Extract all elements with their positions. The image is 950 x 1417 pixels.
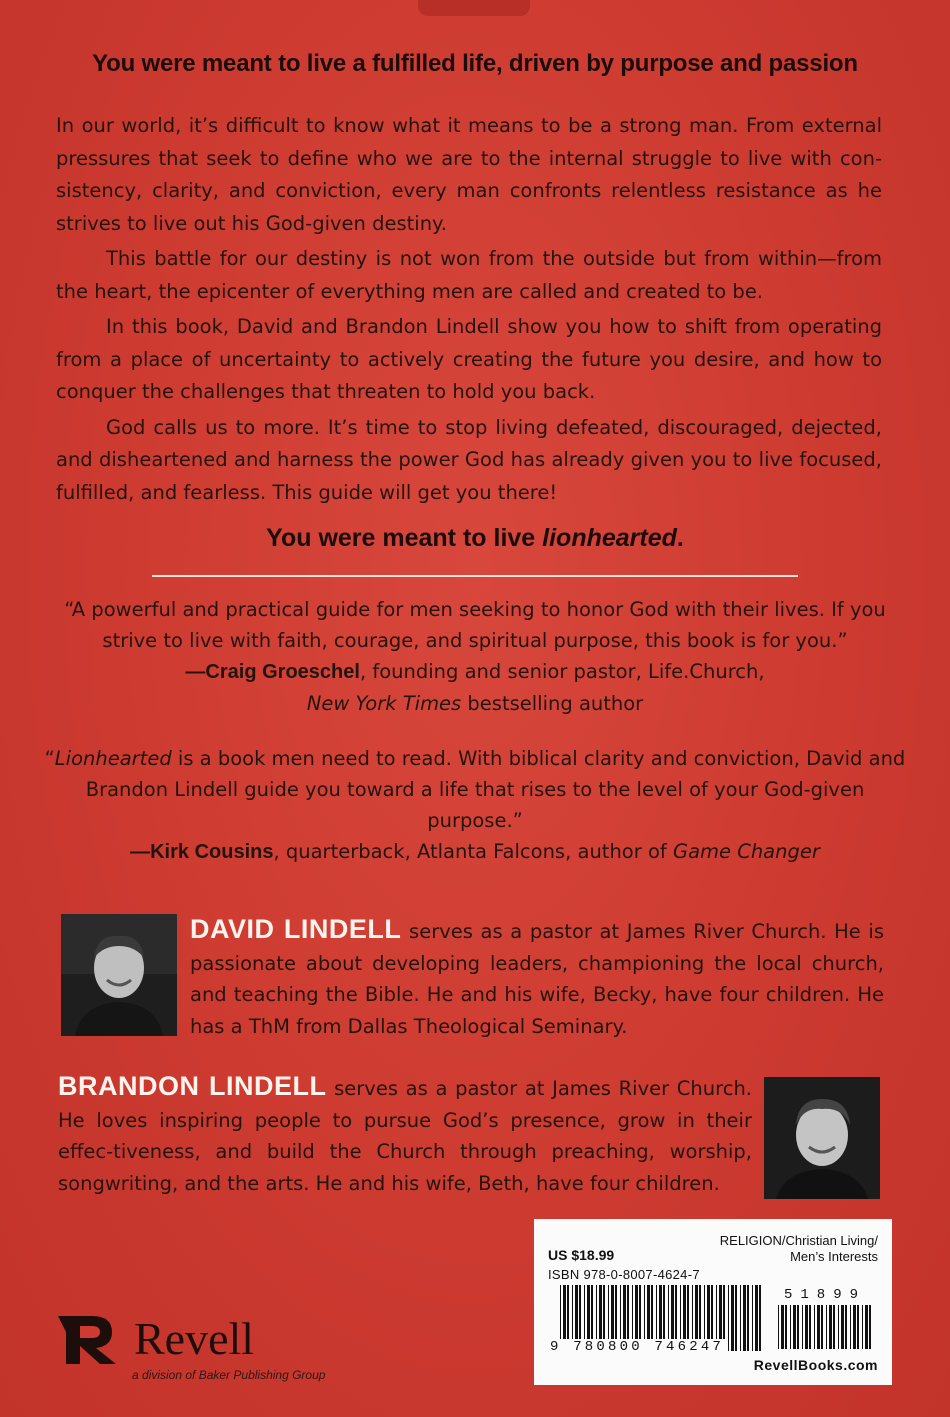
tagline-lead: You were meant to live	[266, 524, 543, 552]
author-bio-text: serves as a pastor at James River Church. He loves inspiring people to pursue God’s presence, grow in their effec-tiveness, and build the Church through preaching, worship, songwriting, and the arts. He and his wife, Beth, have four children.	[58, 1077, 752, 1195]
publisher-name: Revell	[134, 1313, 255, 1364]
barcode-bar	[857, 1305, 859, 1349]
price-addon-barcode	[778, 1305, 872, 1349]
divider-rule	[152, 575, 798, 577]
barcode-bar	[778, 1305, 779, 1349]
description-paragraph: In our world, it’s difficult to know what it means to be a strong man. From external pressures that seek to define who we are to the internal struggle to live with con-sistency, clarity, and conviction, every man confronts relentless resistance as he strives to live out his God-given destiny.	[56, 114, 882, 235]
barcode-bar	[731, 1285, 734, 1351]
endorsement-groeschel	[40, 594, 910, 719]
endorsement-attribution-2	[40, 688, 910, 719]
barcode-bar	[802, 1305, 803, 1349]
endorsement-cousins	[40, 743, 910, 868]
author-bio-david	[190, 914, 884, 1042]
barcode-bar	[790, 1305, 791, 1349]
endorser-role-rest: bestselling author	[461, 692, 644, 715]
quote-text: is a book men need to read. With biblical clarity and conviction, David and Brandon Lindell guide you toward a life that rises to the level of your God-given purpose.”	[85, 747, 906, 832]
barcode-bar	[853, 1305, 856, 1349]
tagline	[0, 524, 950, 553]
endorsement-attribution	[40, 656, 910, 688]
endorser-role: , founding and senior pastor, Life.Church,	[359, 660, 765, 683]
barcode-bar	[833, 1305, 835, 1349]
barcode-bar	[805, 1305, 808, 1349]
barcode-bar	[781, 1305, 784, 1349]
publisher-logo	[56, 1308, 376, 1388]
barcode-bar	[826, 1305, 827, 1349]
category	[678, 1233, 878, 1265]
description	[56, 110, 882, 509]
attribution-dash: —	[185, 661, 206, 683]
endorsement-quote	[40, 743, 910, 836]
headline: You were meant to live a fulfilled life, driven by purpose and passion	[92, 50, 858, 77]
endorser-name: Craig Groeschel	[205, 661, 360, 683]
tagline-emphasis: lionhearted	[542, 524, 677, 552]
description-paragraph: God calls us to more. It’s time to stop living defeated, discouraged, dejected, and disheartened and harness the power God has already given you to live focused, fulfilled, and fearless. This guide will get you there!	[56, 415, 882, 504]
barcode-digits: 9 780800 746247	[550, 1339, 725, 1355]
author-bio-text: serves as a pastor at James River Church. He is passionate about developing leaders, championing the local church, and teaching the Bible. He and his wife, Becky, have four children. He has a ThM from Dallas Theological Seminary.	[190, 920, 884, 1038]
category-line: RELIGION/Christian Living/	[719, 1233, 878, 1248]
barcode-bar	[838, 1305, 839, 1349]
barcode-bar	[862, 1305, 863, 1349]
category-line: Men’s Interests	[790, 1249, 878, 1264]
barcode-bar	[785, 1305, 787, 1349]
barcode-bar	[814, 1305, 815, 1349]
endorser-role-italic: New York Times	[306, 692, 462, 715]
author-name: DAVID LINDELL	[190, 914, 402, 944]
barcode-panel	[534, 1219, 892, 1385]
endorser-role: , quarterback, Atlanta Falcons, author of	[273, 840, 673, 863]
barcode-bar	[735, 1285, 737, 1351]
barcode-bar	[740, 1285, 741, 1351]
endorsement-attribution	[40, 836, 910, 868]
barcode-bar	[845, 1305, 847, 1349]
author-name: BRANDON LINDELL	[58, 1071, 327, 1101]
price: US $18.99	[548, 1247, 615, 1263]
cover-notch	[418, 0, 530, 16]
price-addon-digits: 51899	[784, 1287, 867, 1303]
barcode-bar	[793, 1305, 796, 1349]
barcode-bar	[743, 1285, 746, 1351]
quote-title-italic: Lionhearted	[54, 747, 172, 770]
description-paragraph: This battle for our destiny is not won from the outside but from within—from the heart, the epicenter of everything men are called and created to be.	[56, 247, 882, 303]
barcode-bar	[759, 1285, 761, 1351]
barcode-bar	[829, 1305, 832, 1349]
barcode-bar	[850, 1305, 851, 1349]
barcode-bar	[755, 1285, 758, 1351]
author-bio-brandon	[58, 1071, 752, 1199]
revell-mark-icon	[56, 1310, 126, 1366]
barcode-bar	[728, 1285, 729, 1351]
barcode-bar	[869, 1305, 871, 1349]
barcode-bar	[865, 1305, 868, 1349]
barcode-bar	[841, 1305, 844, 1349]
barcode-bar	[797, 1305, 799, 1349]
author-photo-brandon	[764, 1077, 880, 1199]
isbn: ISBN 978-0-8007-4624-7	[548, 1267, 700, 1282]
barcode-bar	[821, 1305, 823, 1349]
endorsement-quote: “A powerful and practical guide for men seeking to honor God with their lives. If you strive to live with faith, courage, and spiritual purpose, this book is for you.”	[64, 598, 886, 652]
barcode-bar	[817, 1305, 820, 1349]
publisher-division: a division of Baker Publishing Group	[132, 1368, 326, 1382]
endorser-name: Kirk Cousins	[150, 841, 274, 863]
quote-open: “	[44, 747, 55, 770]
barcode-bar	[752, 1285, 753, 1351]
description-paragraph: In this book, David and Brandon Lindell show you how to shift from operating from a place of uncertainty to actively creating the future you desire, and how to conquer the challenges that threaten to hold you back.	[56, 315, 882, 403]
tagline-end: .	[676, 524, 684, 552]
attribution-dash: —	[130, 841, 151, 863]
author-photo-david	[61, 914, 177, 1036]
barcode-bar	[747, 1285, 749, 1351]
barcode-bar	[809, 1305, 811, 1349]
website: RevellBooks.com	[753, 1357, 878, 1373]
endorser-book-italic: Game Changer	[672, 840, 820, 863]
